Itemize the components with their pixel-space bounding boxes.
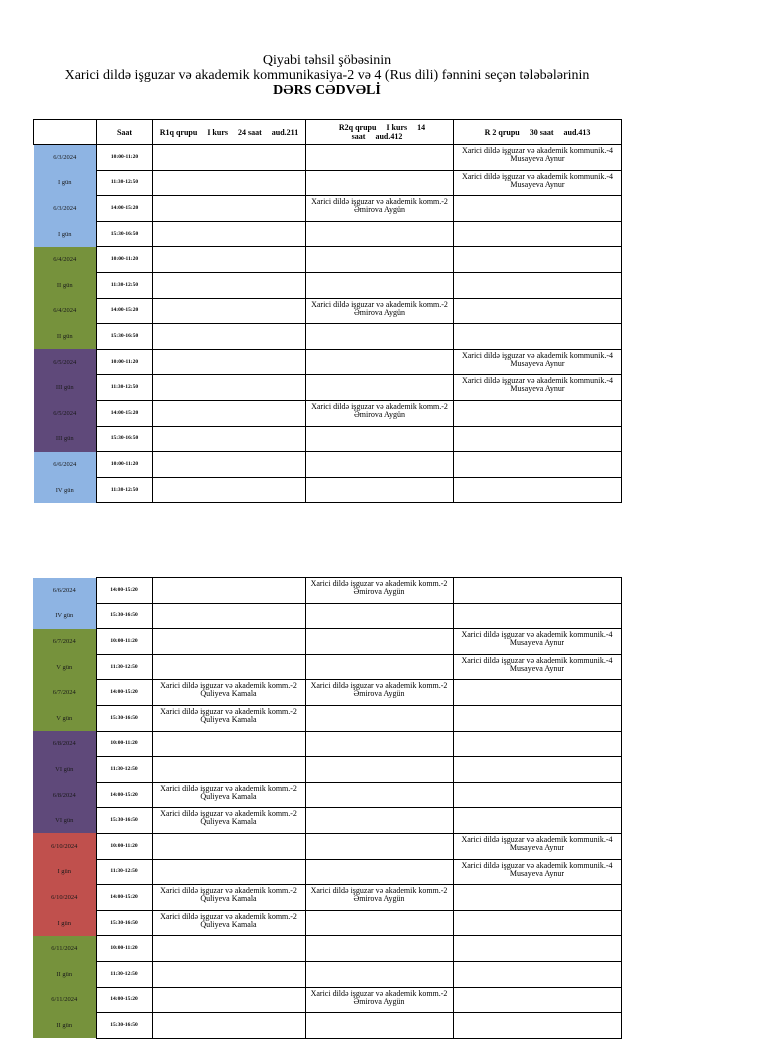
r1q-hours: 24 saat — [238, 127, 262, 137]
r2q-room: aud.412 — [375, 132, 403, 141]
r2-cell — [453, 961, 621, 987]
table-row — [34, 452, 622, 478]
day-cell: VI gün — [33, 757, 96, 783]
r2q-cell — [306, 272, 454, 298]
r2-cell — [454, 452, 622, 478]
r1q-cell — [153, 170, 306, 196]
r2-cell — [453, 885, 621, 911]
day-cell: V gün — [33, 654, 96, 680]
r2q-kurs: I kurs — [386, 123, 408, 132]
r1q-cell — [152, 833, 305, 859]
r2-cell — [454, 477, 622, 503]
table-row — [34, 196, 622, 222]
header-title: DƏRS CƏDVƏLİ — [273, 83, 381, 98]
table-row — [33, 578, 621, 604]
r2q-cell — [305, 629, 453, 655]
r2-cell — [454, 196, 622, 222]
table-row — [33, 680, 621, 706]
r1q-cell — [153, 452, 306, 478]
table-row — [34, 349, 622, 375]
day-cell: 6/6/2024 — [33, 578, 96, 604]
r1q-cell — [153, 477, 306, 503]
time-cell: 15:30-16:50 — [96, 705, 152, 731]
r2q-cell: Xarici dildə işguzar və akademik komm.-2 Əmirova Aygün — [306, 298, 454, 324]
r2-cell: Xarici dildə işguzar və akademik kommunik.-4 Musayeva Aynur — [453, 629, 621, 655]
table-row — [33, 603, 621, 629]
time-cell: 10:00-11:20 — [96, 936, 152, 962]
r2-group: R 2 qrupu — [484, 127, 520, 137]
r2q-group: R2q qrupu — [338, 123, 377, 132]
r2q-cell — [306, 452, 454, 478]
table-row — [33, 731, 621, 757]
r1q-cell: Xarici dildə işguzar və akademik komm.-2 Quliyeva Kamala — [152, 910, 305, 936]
day-cell: II gün — [33, 961, 96, 987]
table-row — [34, 477, 622, 503]
r2-cell — [454, 426, 622, 452]
r2-cell — [454, 298, 622, 324]
day-cell: II gün — [34, 324, 97, 350]
table-row — [33, 1013, 621, 1039]
day-cell: 6/4/2024 — [34, 247, 97, 273]
r2-cell — [453, 680, 621, 706]
r2q-cell: Xarici dildə işguzar və akademik komm.-2 Əmirova Aygün — [305, 680, 453, 706]
day-cell: III gün — [34, 375, 97, 401]
r1q-cell — [153, 196, 306, 222]
header-saat: Saat — [97, 120, 153, 145]
r1q-cell — [153, 324, 306, 350]
day-cell: 6/5/2024 — [34, 400, 97, 426]
r2q-cell — [306, 221, 454, 247]
time-cell: 11:30-12:50 — [97, 375, 153, 401]
r1q-kurs: I kurs — [207, 127, 228, 137]
r2-cell — [453, 705, 621, 731]
table-header-row — [34, 120, 622, 145]
r2q-cell: Xarici dildə işguzar və akademik komm.-2 Əmirova Aygün — [305, 578, 453, 604]
r1q-room: aud.211 — [271, 127, 299, 137]
r2q-cell — [305, 603, 453, 629]
table-row — [34, 375, 622, 401]
table-row — [34, 324, 622, 350]
r1q-cell: Xarici dildə işguzar və akademik komm.-2 Quliyeva Kamala — [152, 808, 305, 834]
r1q-cell: Xarici dildə işguzar və akademik komm.-2 Quliyeva Kamala — [152, 705, 305, 731]
time-cell: 11:30-12:50 — [96, 961, 152, 987]
header-empty-cell — [34, 120, 97, 145]
r2q-cell — [305, 654, 453, 680]
r2q-cell — [305, 808, 453, 834]
r1q-cell — [152, 578, 305, 604]
r1q-cell — [152, 629, 305, 655]
table-row — [33, 833, 621, 859]
day-cell: 6/11/2024 — [33, 987, 96, 1013]
r2q-cell — [306, 324, 454, 350]
time-cell: 10:00-11:20 — [96, 833, 152, 859]
day-cell: VI gün — [33, 808, 96, 834]
r1q-cell — [152, 987, 305, 1013]
time-cell: 14:00-15:20 — [96, 680, 152, 706]
table-row — [33, 885, 621, 911]
r2q-cell: Xarici dildə işguzar və akademik komm.-2 Əmirova Aygün — [306, 400, 454, 426]
time-cell: 10:00-11:20 — [97, 452, 153, 478]
r2q-cell — [305, 910, 453, 936]
r2-cell — [453, 782, 621, 808]
table-row — [33, 757, 621, 783]
r2-cell — [453, 757, 621, 783]
r1q-cell — [153, 349, 306, 375]
r1q-cell — [152, 1013, 305, 1039]
table-row — [33, 629, 621, 655]
header-r2q — [306, 120, 454, 145]
time-cell: 11:30-12:50 — [96, 859, 152, 885]
schedule-table-1 — [33, 119, 622, 503]
time-cell: 11:30-12:50 — [97, 477, 153, 503]
r2-room: aud.413 — [563, 127, 591, 137]
r2-cell: Xarici dildə işguzar və akademik kommunik.-4 Musayeva Aynur — [454, 170, 622, 196]
time-cell: 10:00-11:20 — [96, 731, 152, 757]
r2-cell — [453, 936, 621, 962]
r1q-cell — [152, 654, 305, 680]
r2-cell — [453, 1013, 621, 1039]
r2q-cell — [306, 375, 454, 401]
time-cell: 15:30-16:50 — [96, 910, 152, 936]
r2q-cell — [305, 936, 453, 962]
table-row — [33, 859, 621, 885]
r1q-cell — [152, 731, 305, 757]
r1q-cell — [153, 400, 306, 426]
table-row — [34, 145, 622, 171]
r2-cell — [454, 324, 622, 350]
day-cell: 6/8/2024 — [33, 731, 96, 757]
r2q-cell — [306, 247, 454, 273]
r1q-group: R1q qrupu — [159, 127, 198, 137]
r1q-cell — [152, 757, 305, 783]
table-row — [34, 221, 622, 247]
r2-cell — [454, 272, 622, 298]
r2-cell — [454, 400, 622, 426]
r2-cell: Xarici dildə işguzar və akademik kommunik.-4 Musayeva Aynur — [454, 375, 622, 401]
r2q-cell — [305, 859, 453, 885]
r2-cell: Xarici dildə işguzar və akademik kommunik.-4 Musayeva Aynur — [454, 145, 622, 171]
r2-cell: Xarici dildə işguzar və akademik kommunik.-4 Musayeva Aynur — [453, 654, 621, 680]
day-cell: I gün — [33, 910, 96, 936]
time-cell: 14:00-15:20 — [96, 987, 152, 1013]
day-cell: 6/8/2024 — [33, 782, 96, 808]
time-cell: 10:00-11:20 — [97, 349, 153, 375]
day-cell: III gün — [34, 426, 97, 452]
r2q-cell — [306, 145, 454, 171]
r2-cell: Xarici dildə işguzar və akademik kommunik.-4 Musayeva Aynur — [454, 349, 622, 375]
r2q-cell — [306, 477, 454, 503]
r2q-cell — [306, 170, 454, 196]
day-cell: IV gün — [33, 603, 96, 629]
r1q-cell — [153, 145, 306, 171]
r2q-cell — [305, 757, 453, 783]
r1q-cell: Xarici dildə işguzar və akademik komm.-2 Quliyeva Kamala — [152, 885, 305, 911]
time-cell: 14:00-15:20 — [96, 782, 152, 808]
day-cell: 6/10/2024 — [33, 833, 96, 859]
time-cell: 14:00-15:20 — [97, 196, 153, 222]
r2q-cell — [305, 833, 453, 859]
r1q-cell — [153, 221, 306, 247]
header-line2: Xarici dildə işguzar və akademik kommunikasiya-2 və 4 (Rus dili) fənnini seçən tələbələrinin — [64, 68, 590, 83]
r2-cell — [453, 731, 621, 757]
day-cell: IV gün — [34, 477, 97, 503]
r1q-cell — [152, 961, 305, 987]
r2-cell — [453, 603, 621, 629]
table-row — [33, 782, 621, 808]
time-cell: 15:30-16:50 — [97, 426, 153, 452]
r2-cell — [454, 247, 622, 273]
day-cell: 6/3/2024 — [34, 196, 97, 222]
r2-cell — [453, 578, 621, 604]
time-cell: 14:00-15:20 — [97, 400, 153, 426]
r1q-cell: Xarici dildə işguzar və akademik komm.-2 Quliyeva Kamala — [152, 680, 305, 706]
r2q-cell — [305, 705, 453, 731]
day-cell: 6/5/2024 — [34, 349, 97, 375]
header-r1q — [153, 120, 306, 145]
table-row — [34, 272, 622, 298]
time-cell: 15:30-16:50 — [97, 221, 153, 247]
table-row — [34, 170, 622, 196]
r1q-cell — [153, 298, 306, 324]
table-row — [33, 705, 621, 731]
table-row — [33, 910, 621, 936]
table-row — [33, 808, 621, 834]
r1q-cell — [153, 375, 306, 401]
r2-cell — [454, 221, 622, 247]
time-cell: 11:30-12:50 — [96, 654, 152, 680]
time-cell: 11:30-12:50 — [97, 170, 153, 196]
day-cell: V gün — [33, 705, 96, 731]
table-row — [33, 936, 621, 962]
r2q-hours: 14 saat — [351, 123, 426, 141]
table-row — [33, 987, 621, 1013]
r2q-cell — [305, 961, 453, 987]
day-cell: 6/4/2024 — [34, 298, 97, 324]
r2q-cell — [306, 426, 454, 452]
day-cell: 6/7/2024 — [33, 629, 96, 655]
day-cell: 6/3/2024 — [34, 145, 97, 171]
time-cell: 15:30-16:50 — [96, 808, 152, 834]
r1q-cell — [153, 247, 306, 273]
table-row — [34, 400, 622, 426]
table-row — [34, 298, 622, 324]
r2q-cell — [305, 1013, 453, 1039]
r2-cell — [453, 987, 621, 1013]
r2-cell — [453, 910, 621, 936]
day-cell: 6/11/2024 — [33, 936, 96, 962]
day-cell: 6/7/2024 — [33, 680, 96, 706]
r2q-cell: Xarici dildə işguzar və akademik komm.-2 Əmirova Aygün — [305, 987, 453, 1013]
header-line1: Qiyabi təhsil şöbəsinin — [262, 53, 392, 68]
time-cell: 14:00-15:20 — [97, 298, 153, 324]
header-r2 — [454, 120, 622, 145]
time-cell: 11:30-12:50 — [97, 272, 153, 298]
day-cell: I gün — [33, 859, 96, 885]
time-cell: 10:00-11:20 — [96, 629, 152, 655]
time-cell: 14:00-15:20 — [96, 578, 152, 604]
time-cell: 11:30-12:50 — [96, 757, 152, 783]
r2q-cell: Xarici dildə işguzar və akademik komm.-2 Əmirova Aygün — [306, 196, 454, 222]
r2-hours: 30 saat — [529, 127, 554, 137]
day-cell: I gün — [34, 221, 97, 247]
r2q-cell — [305, 731, 453, 757]
day-cell: I gün — [34, 170, 97, 196]
time-cell: 15:30-16:50 — [97, 324, 153, 350]
time-cell: 15:30-16:50 — [96, 603, 152, 629]
day-cell: 6/10/2024 — [33, 885, 96, 911]
r2q-cell — [306, 349, 454, 375]
document-header — [0, 53, 654, 98]
time-cell: 10:00-11:20 — [97, 247, 153, 273]
r1q-cell — [153, 426, 306, 452]
time-cell: 15:30-16:50 — [96, 1013, 152, 1039]
table-row — [34, 247, 622, 273]
schedule-table-2 — [33, 577, 622, 1039]
day-cell: II gün — [33, 1013, 96, 1039]
r2-cell: Xarici dildə işguzar və akademik kommunik.-4 Musayeva Aynur — [453, 859, 621, 885]
time-cell: 10:00-11:20 — [97, 145, 153, 171]
r1q-cell: Xarici dildə işguzar və akademik komm.-2 Quliyeva Kamala — [152, 782, 305, 808]
r1q-cell — [152, 603, 305, 629]
r2-cell — [453, 808, 621, 834]
table-row — [33, 654, 621, 680]
r1q-cell — [152, 936, 305, 962]
r1q-cell — [152, 859, 305, 885]
table-row — [33, 961, 621, 987]
day-cell: 6/6/2024 — [34, 452, 97, 478]
r2q-cell — [305, 782, 453, 808]
r2q-cell: Xarici dildə işguzar və akademik komm.-2 Əmirova Aygün — [305, 885, 453, 911]
r1q-cell — [153, 272, 306, 298]
time-cell: 14:00-15:20 — [96, 885, 152, 911]
day-cell: II gün — [34, 272, 97, 298]
r2-cell: Xarici dildə işguzar və akademik kommunik.-4 Musayeva Aynur — [453, 833, 621, 859]
table-row — [34, 426, 622, 452]
